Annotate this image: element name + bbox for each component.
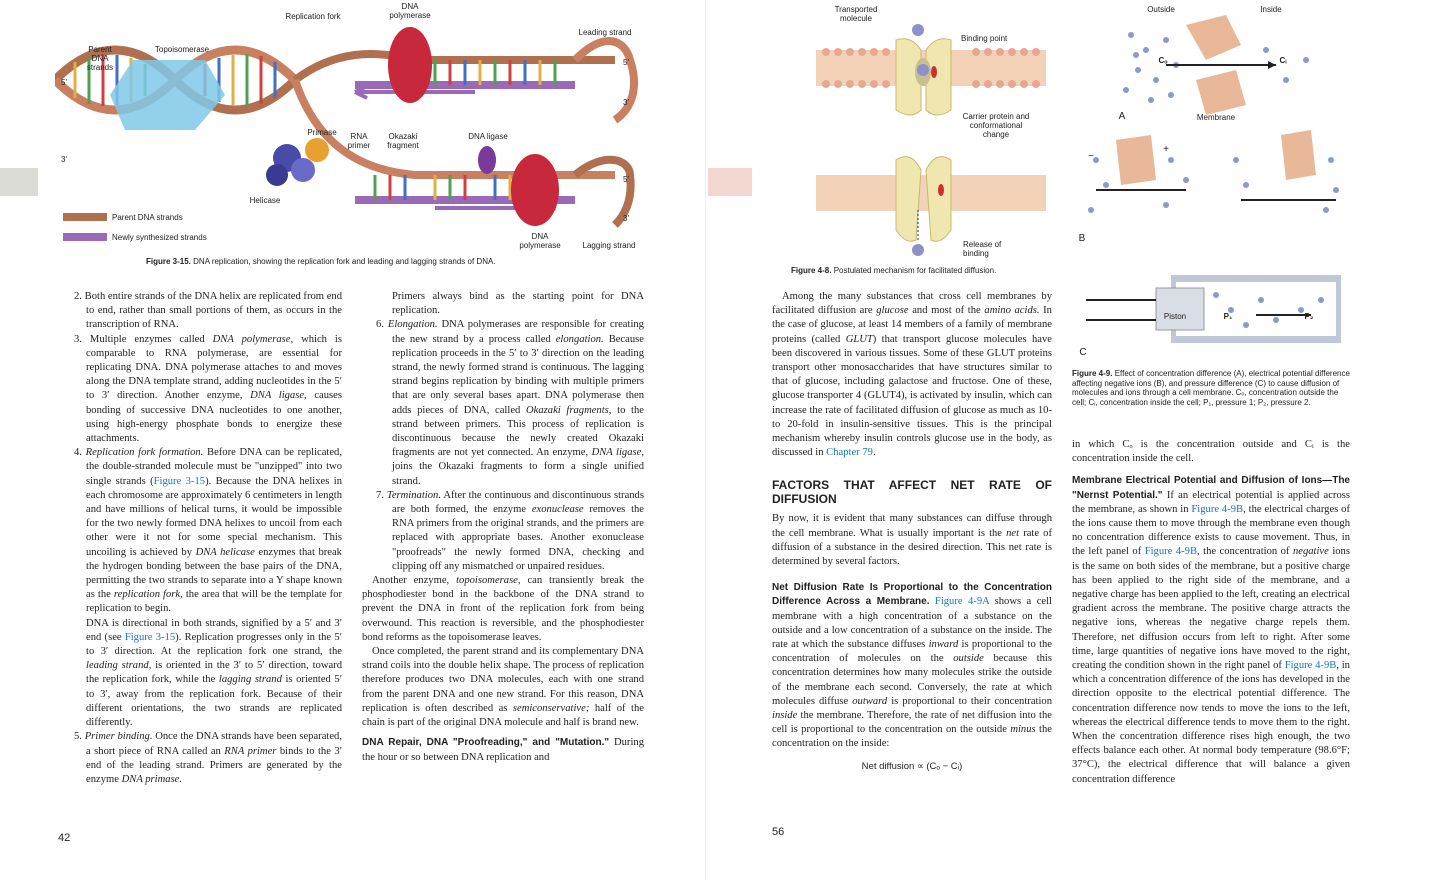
figure-3-15-caption (146, 257, 686, 266)
left-column-2 (362, 290, 644, 765)
label-dna-ligase: DNA ligase (468, 132, 508, 141)
label-dna-polymerase-bottom: DNA polymerase (519, 232, 561, 250)
right-page (705, 0, 1432, 880)
label-helicase: Helicase (249, 196, 281, 205)
dna-ligase-shape (478, 146, 496, 174)
dna-repair-paragraph: DNA Repair, DNA "Proofreading," and "Mutation." During the hour or so between DNA replication and (362, 737, 644, 763)
page-number-left: 42 (58, 832, 71, 844)
label-parent-dna-strands: Parent DNA strands (86, 45, 114, 72)
section-heading: FACTORS THAT AFFECT NET RATE OF DIFFUSION (772, 478, 1052, 507)
thumb-tab (0, 168, 38, 196)
link-figure-3-15[interactable]: Figure 3-15 (153, 475, 206, 487)
label-inside: Inside (1260, 5, 1282, 14)
label-5-prime-top: 5' (623, 58, 629, 67)
label-release-of-binding: Release of binding (963, 240, 1002, 258)
panel-c (1086, 275, 1341, 343)
panel-a (1123, 15, 1309, 115)
label-dna-polymerase: DNA polymerase (389, 2, 431, 20)
link-figure-4-9b-3[interactable]: Figure 4-9B (1284, 660, 1337, 672)
label-minus: − (1088, 151, 1094, 162)
label-primase: Primase (307, 128, 337, 137)
label-outside: Outside (1147, 5, 1175, 14)
label-panel-b: B (1078, 233, 1086, 244)
link-figure-3-15-b[interactable]: Figure 3-15 (124, 631, 176, 643)
left-column-1 (74, 290, 342, 787)
dna-polymerase-top (388, 27, 432, 103)
label-leading-strand: Leading strand (578, 28, 632, 37)
caption-label: Figure 3-15. (146, 257, 191, 266)
link-figure-4-9a[interactable]: Figure 4-9A (934, 596, 990, 608)
label-3-prime-top: 3' (623, 98, 629, 107)
net-diffusion-equation: Net diffusion ∝ (Cₒ − Cᵢ) (861, 760, 963, 772)
caption-text: DNA replication, showing the replication fork and leading and lagging strands of DNA. (193, 257, 496, 266)
diffusion-factors-figure (1076, 10, 1356, 360)
label-5-prime-left: 5' (61, 78, 67, 87)
label-ci: Cᵢ (1279, 56, 1287, 65)
concentration-definition: in which Cₒ is the concentration outside and Cᵢ is the concentration inside the cell. (1072, 439, 1350, 465)
label-5-prime-bottom: 5' (623, 175, 629, 184)
label-carrier-protein: Carrier protein and conformational change (962, 112, 1030, 139)
list-item-5: 5. Primer binding. Once the DNA strands have been separated, a short piece of RNA called an RNA primer binds to the 3′ end of the leading strand. Primers are generated by the enzyme DNA primase. (74, 731, 342, 785)
label-p1: P₁ (1223, 312, 1233, 321)
semiconservative-paragraph: Once completed, the parent strand and its complementary DNA strand coils into the double helix shape. The process of replication therefore produces two DNA molecules, each with one strand from the parent DNA and one new strand. For this reason, DNA replication is often described as semiconservative; half of the chain is part of the original DNA molecule and half is brand new. (362, 646, 644, 729)
label-replication-fork: Replication fork (285, 12, 341, 21)
panel-b (1088, 130, 1339, 213)
page-number-right: 56 (772, 826, 785, 838)
right-column-1 (772, 290, 1052, 774)
topoisomerase-paragraph: Another enzyme, topoisomerase, can transiently break the phosphodiester bond in the backbone of the DNA strand to prevent the DNA in front of the replication fork from being overwound. This reaction is reversible, and the phosphodiester bond reforms as the topoisomerase leaves. (362, 575, 644, 643)
label-transported-molecule: Transported molecule (834, 5, 878, 23)
legend-new-strands: Newly synthesized strands (112, 233, 207, 242)
label-co: Cₒ (1158, 56, 1168, 65)
link-chapter-79[interactable]: Chapter 79 (826, 447, 873, 459)
label-panel-c: C (1079, 347, 1087, 358)
thumb-tab-right (708, 168, 752, 196)
label-panel-a: A (1118, 111, 1126, 122)
label-rna-primer: RNA primer (347, 132, 371, 150)
label-3-prime-bottom: 3' (623, 214, 629, 223)
right-column-2 (1072, 438, 1350, 787)
legend-parent-strands: Parent DNA strands (112, 213, 183, 222)
net-rate-paragraph: By now, it is evident that many substances can diffuse through the cell membrane. What is usually important is the net rate of diffusion of a substance in the desired direction. This net rate is determined by several factors. (772, 513, 1052, 568)
list-item-2: 2. Both entire strands of the DNA helix are replicated from end to end, rather than small portions of them, as occurs in the transcription of RNA. (74, 291, 342, 331)
label-lagging-strand: Lagging strand (582, 241, 636, 250)
label-binding-point: Binding point (961, 34, 1008, 43)
list-item-3: 3. Multiple enzymes called DNA polymerase, which is comparable to RNA polymerase, are essential for replicating DNA. DNA polymerase attaches to and moves along the DNA template strand, adding nucleotides in the 5′ to 3′ direction. Another enzyme, DNA ligase, causes bonding of successive DNA nucleotides to one another, using high-energy phosphate bonds to energize these attachments. (74, 333, 343, 445)
label-okazaki-fragment: Okazaki fragment (387, 132, 419, 150)
list-item-4-continued: DNA is directional in both strands, signified by a 5′ and 3′ end (see Figure 3-15). Replication progresses only in the 5′ to 3′ direction. At the replication fork one strand, the leading strand, is oriented in the 3′ to 5′ direction, toward the replication fork, while the lagging strand is oriented 5′ to 3′, away from the replication fork. Because of their different orientations, the two strands are replicated differently. (86, 617, 343, 729)
label-membrane: Membrane (1196, 113, 1236, 122)
list-item-4: 4. Replication fork formation. Before DNA can be replicated, the double-stranded molecule must be "unzipped" into two single strands (Figure 3-15). Because the DNA helixes in each chromosome are approximately 6 centimeters in length and have millions of helical turns, it would be impossible for the two newly formed DNA helixes to uncoil from each other were it not for some special mechanism. This uncoiling is achieved by DNA helicase enzymes that break the hydrogen bonding between the base pairs of the DNA, permitting the two strands to separate into a Y shape known as the replication fork, the area that will be the template for replication to begin. (74, 447, 343, 615)
primase-shape (305, 138, 329, 162)
dna-polymerase-bottom (511, 154, 559, 226)
figure-4-8-caption: Figure 4-8. Postulated mechanism for facilitated diffusion. (791, 266, 997, 275)
label-topoisomerase: Topoisomerase (154, 45, 210, 54)
label-plus: + (1163, 144, 1169, 155)
list-item-7: 7. Termination. After the continuous and discontinuous strands are both formed, the enzyme exonuclease removes the RNA primers from the original strands, and the primers are replaced with appropriate bases. Another exonuclease "proofreads" the newly formed DNA, checking and clipping off any mismatched or unpaired residues. (376, 489, 645, 572)
label-3-prime-left: 3' (61, 155, 67, 164)
label-p2: P₂ (1304, 312, 1314, 321)
link-figure-4-9b-2[interactable]: Figure 4-9B (1144, 546, 1198, 558)
label-piston: Piston (1163, 312, 1187, 321)
topoisomerase-shape (110, 60, 225, 130)
link-figure-4-9b-1[interactable]: Figure 4-9B (1191, 503, 1244, 515)
nernst-paragraph: Membrane Electrical Potential and Diffusion of Ions—The "Nernst Potential." If an electrical potential is applied across the membrane, as shown in Figure 4-9B, the electrical charges of the ions cause them to move through the membrane even though no concentration difference exists to cause movement. Thus, in the left panel of Figure 4-9B, the concentration of negative ions is the same on both sides of the membrane, but a positive charge has been applied to the right side of the membrane, and a negative charge has been applied to the left, creating an electrical gradient across the membrane. The positive charge attracts the negative ions, whereas the negative charge repels them. Therefore, net diffusion occurs from left to right. After some time, large quantities of negative ions have moved to the right, creating the condition shown in the right panel of Figure 4-9B, in which a concentration difference of the ions has developed in the direction opposite to the electrical potential difference. The concentration difference now tends to move the ions to the left, whereas the electrical difference tends to move them to the right. When the concentration difference rises high enough, the two effects balance each other. At normal body temperature (98.6°F; 37°C), the electrical difference that will balance a given concentration difference (1072, 475, 1350, 785)
list-item-6: 6. Elongation. DNA polymerases are responsible for creating the new strand by a process called elongation. Because replication proceeds in the 5′ to 3′ direction on the leading strand, the newly formed strand is continuous. The lagging strand begins replication by binding with multiple primers that are only several bases apart. DNA polymerase then adds pieces of DNA, called Okazaki fragments, to the strand between primers. This process of replication is discontinuous because the newly created Okazaki fragments are not yet connected. An enzyme, DNA ligase, joins the Okazaki fragments to form a single unified strand. (376, 319, 644, 487)
concentration-paragraph: Net Diffusion Rate Is Proportional to the Concentration Difference Across a Membrane. Figure 4-9A shows a cell membrane with a high concentration of a substance on the outside and a low concentration of a substance on the inside. The rate at which the substance diffuses inward is proportional to the concentration of molecules on the outside because this concentration determines how many molecules strike the outside of the membrane each second. Conversely, the rate at which molecules diffuse outward is proportional to their concentration inside the membrane. Therefore, the rate of net diffusion into the cell is proportional to the concentration on the outside minus the concentration on the inside: (772, 582, 1053, 750)
left-page (0, 0, 705, 880)
glucose-paragraph: Among the many substances that cross cell membranes by facilitated diffusion are glucose and most of the amino acids. In the case of glucose, at least 14 members of a family of membrane proteins (called GLUT) that transport glucose molecules have been discovered in various tissues. Some of these GLUT proteins transport other monosaccharides that have structures similar to that of glucose, including galactose and fructose. One of these, glucose transporter 4 (GLUT4), is activated by insulin, which can increase the rate of facilitated diffusion of glucose as much as 10- to 20-fold in insulin-sensitive tissues. This is the principal mechanism whereby insulin controls glucose use in the body, as discussed in Chapter 79. (772, 291, 1052, 459)
figure-4-9-caption: Figure 4-9. Effect of concentration difference (A), electrical potential difference affecting negative ions (B), and pressure difference (C) to cause diffusion of molecules and ions through a cell membrane. Cₒ, concentration outside the cell; Cᵢ, concentration inside the cell; P₁, pressure 1; P₂, pressure 2. (1072, 369, 1350, 407)
list-item-5-continued: Primers always bind as the starting point for DNA replication. (392, 291, 644, 317)
